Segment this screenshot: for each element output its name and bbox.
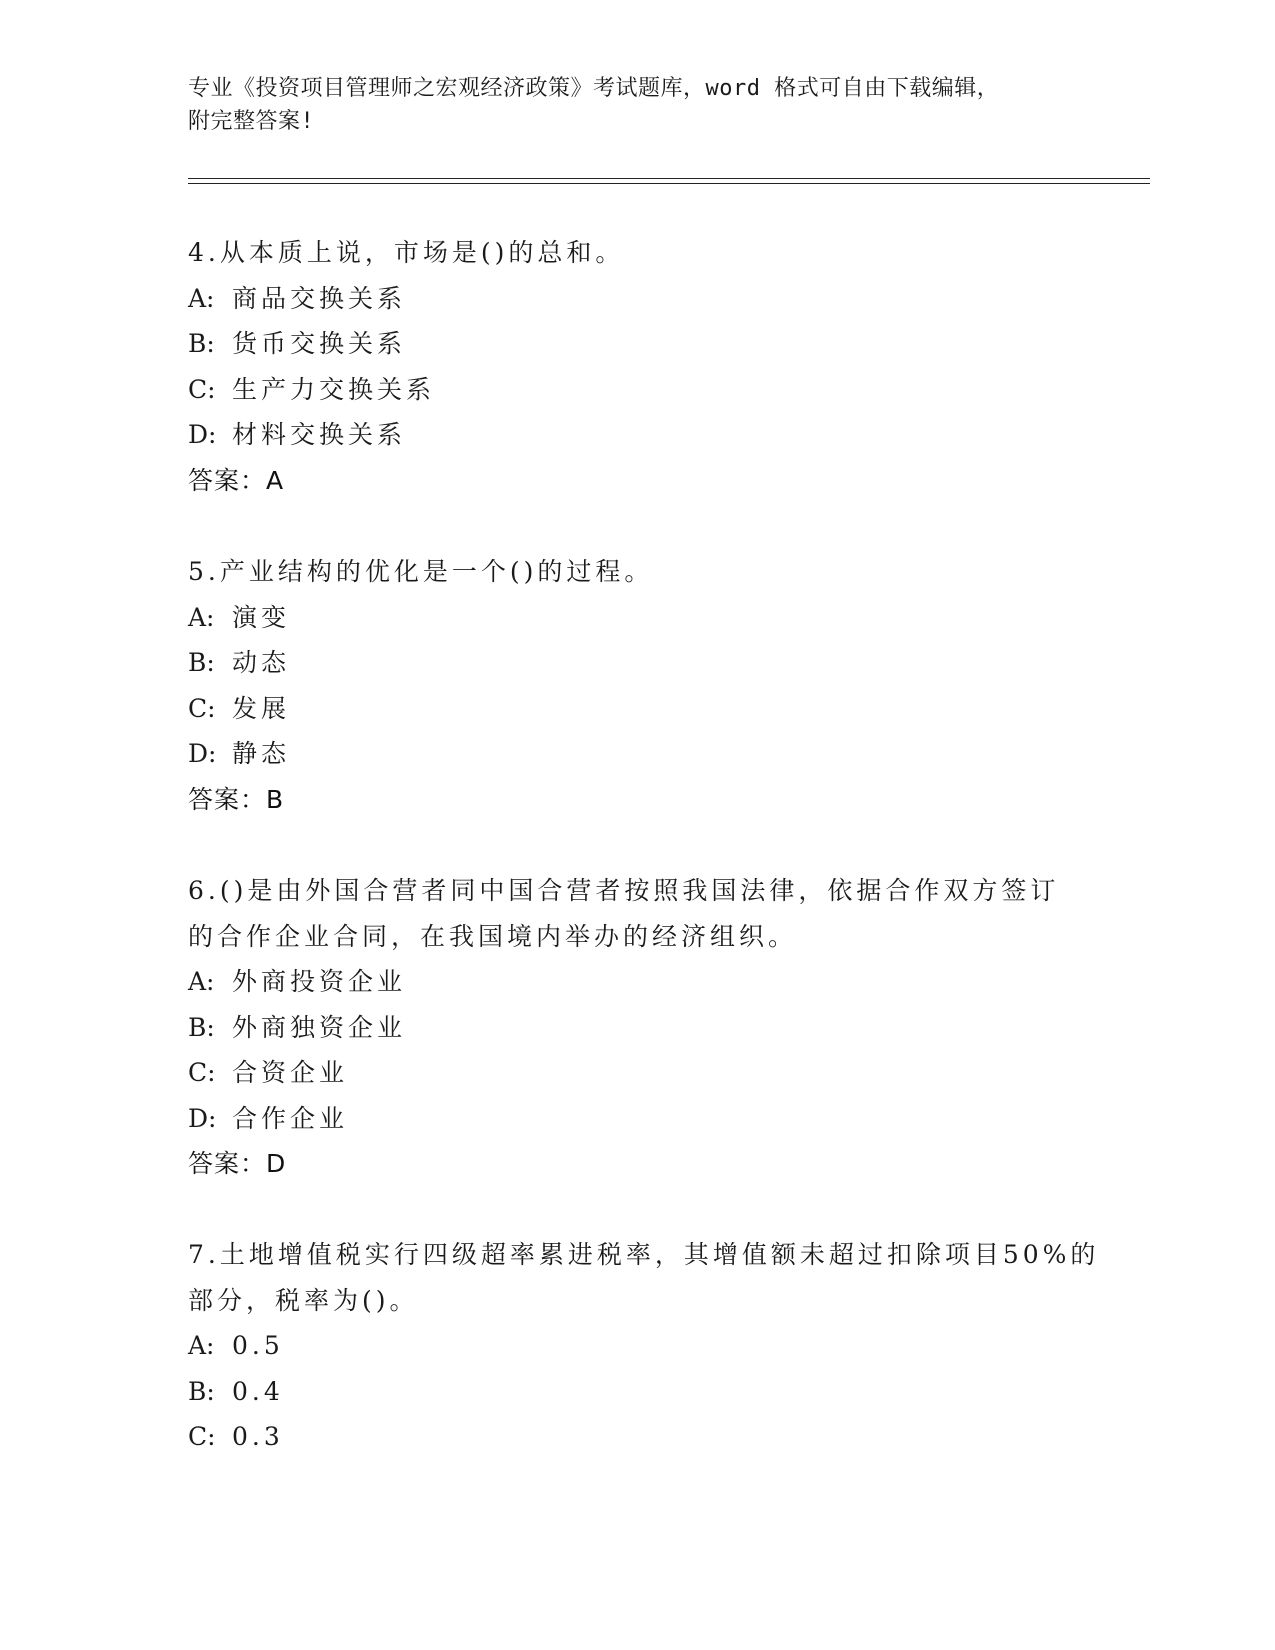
option-text: 0.4	[232, 1376, 284, 1406]
option-text: 外商投资企业	[232, 967, 407, 996]
answer-line: 答案：A	[188, 465, 285, 495]
option-a	[188, 1323, 1088, 1369]
option-letter: C:	[188, 1422, 216, 1451]
option-text: 0.3	[232, 1422, 284, 1451]
option-b	[188, 640, 1088, 686]
option-letter: C:	[188, 693, 216, 723]
option-letter: B:	[188, 1012, 215, 1042]
option-d	[188, 1096, 1088, 1142]
header-divider-bottom	[188, 183, 1150, 184]
option-text: 外商独资企业	[232, 1012, 407, 1042]
option-letter: D:	[188, 739, 217, 768]
option-letter: C:	[188, 1058, 216, 1087]
option-letter: A:	[188, 283, 215, 313]
option-text: 合资企业	[232, 1058, 349, 1087]
option-text: 发展	[232, 693, 291, 723]
option-letter: B:	[188, 648, 215, 677]
header-line-1: 专业《投资项目管理师之宏观经济政策》考试题库，word 格式可自由下载编辑，	[188, 76, 1000, 101]
option-letter: A:	[188, 602, 215, 632]
header-line-2: 附完整答案!	[188, 109, 315, 134]
option-letter: B:	[188, 1376, 215, 1406]
question-stem-continued: 部分，税率为()。	[188, 1285, 419, 1315]
option-text: 生产力交换关系	[232, 374, 436, 404]
question-7	[188, 1232, 1100, 1460]
document-header	[188, 72, 1068, 138]
option-text: 静态	[232, 739, 291, 768]
question-stem: 6.()是由外国合营者同中国合营者按照我国法律，依据合作双方签订	[188, 876, 1060, 905]
option-c	[188, 1050, 1088, 1096]
option-b	[188, 321, 1088, 367]
option-letter: D:	[188, 1103, 217, 1133]
option-letter: D:	[188, 420, 217, 449]
question-6	[188, 868, 1088, 1187]
option-text: 货币交换关系	[232, 329, 407, 358]
option-letter: B:	[188, 329, 215, 358]
option-text: 演变	[232, 602, 291, 632]
question-4	[188, 230, 1088, 503]
option-d	[188, 412, 1088, 458]
option-text: 0.5	[232, 1331, 284, 1360]
option-c	[188, 367, 1088, 413]
option-letter: C:	[188, 374, 216, 404]
option-text: 动态	[232, 648, 291, 677]
option-b	[188, 1369, 1088, 1415]
question-stem: 4.从本质上说，市场是()的总和。	[188, 238, 625, 267]
option-letter: A:	[188, 1331, 215, 1360]
option-text: 材料交换关系	[232, 420, 407, 449]
option-text: 商品交换关系	[232, 283, 407, 313]
option-letter: A:	[188, 967, 215, 996]
option-b	[188, 1005, 1088, 1051]
answer-line: 答案：B	[188, 784, 285, 814]
option-d	[188, 731, 1088, 777]
question-stem-continued: 的合作企业合同，在我国境内举办的经济组织。	[188, 921, 798, 951]
option-a	[188, 276, 1088, 322]
header-divider-top	[188, 178, 1150, 179]
question-stem: 7.土地增值税实行四级超率累进税率，其增值额未超过扣除项目50%的	[188, 1240, 1100, 1269]
question-5	[188, 549, 1088, 822]
option-c	[188, 686, 1088, 732]
question-stem: 5.产业结构的优化是一个()的过程。	[188, 557, 654, 586]
option-c	[188, 1414, 1088, 1460]
option-a	[188, 959, 1088, 1005]
option-a	[188, 595, 1088, 641]
answer-line: 答案：D	[188, 1149, 287, 1178]
option-text: 合作企业	[232, 1103, 349, 1133]
